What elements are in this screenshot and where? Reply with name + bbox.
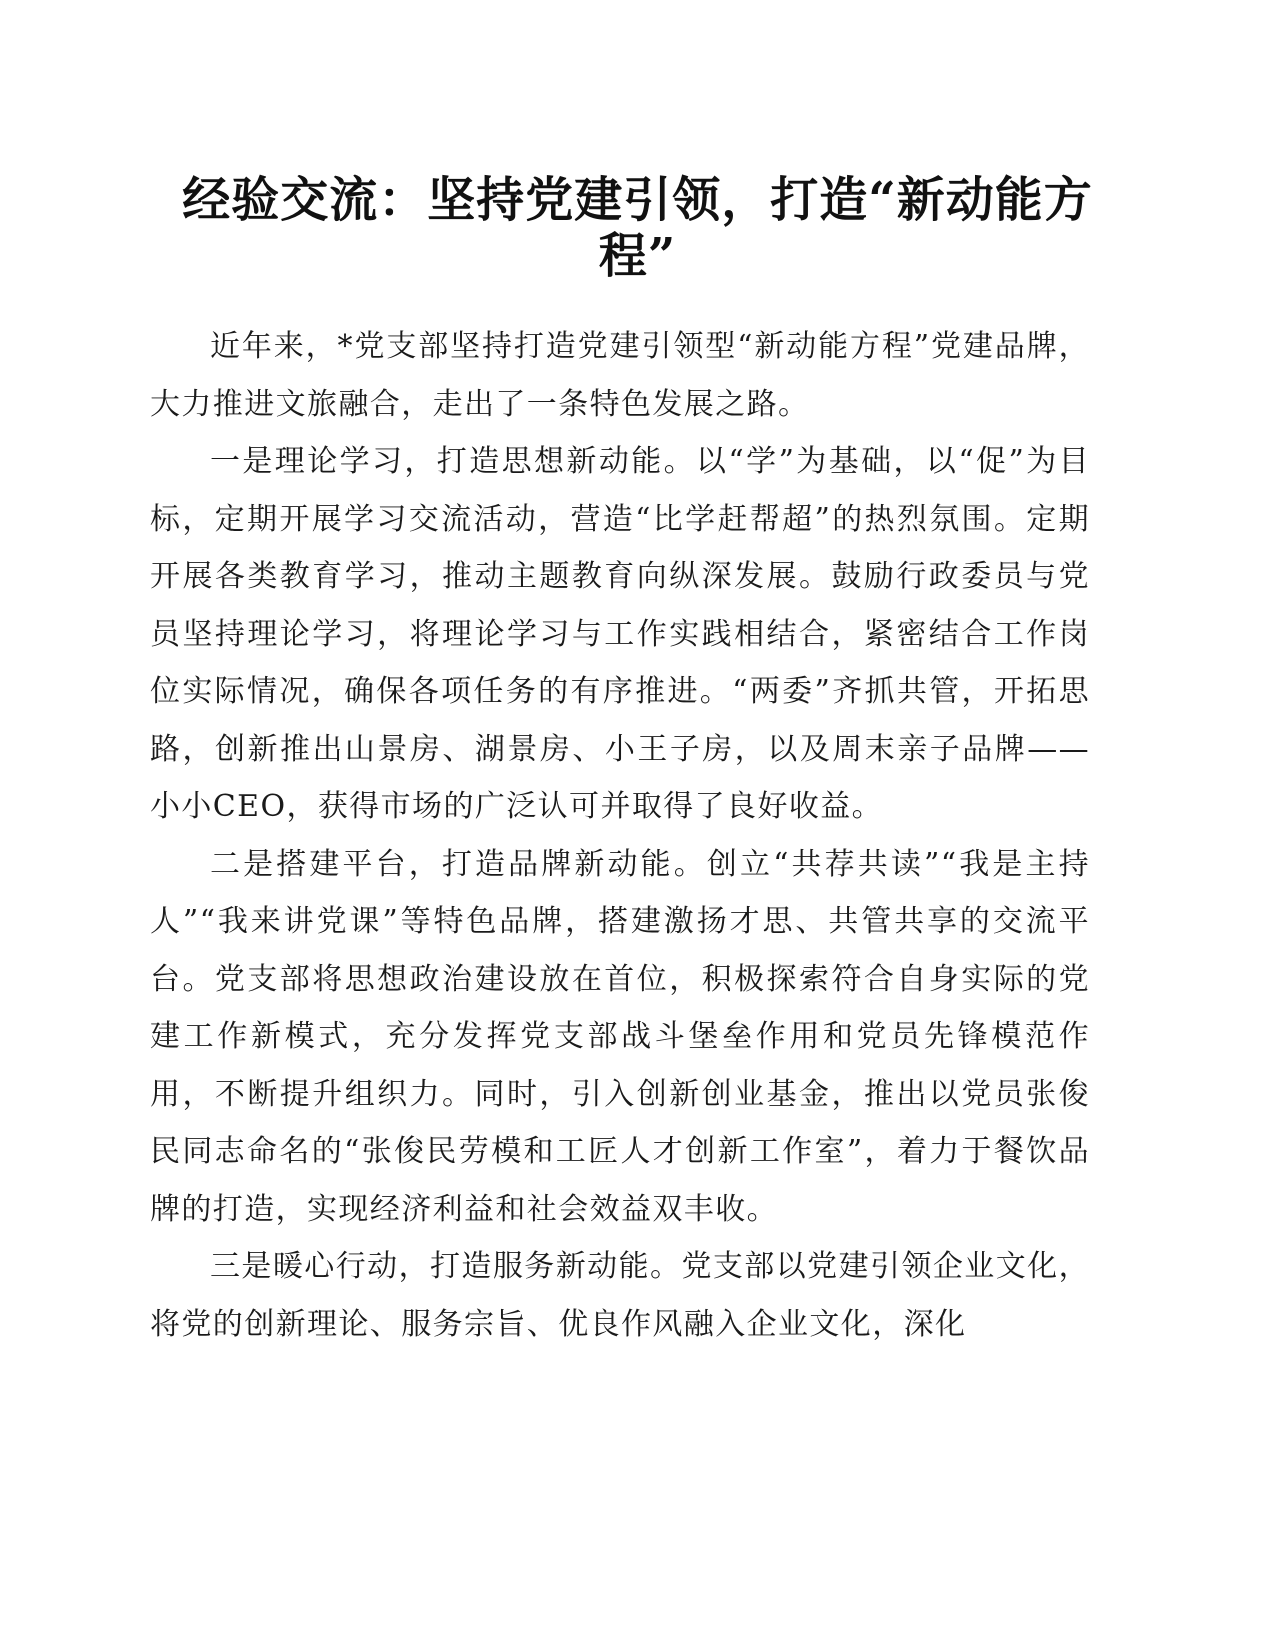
paragraph-platform-building: 二是搭建平台，打造品牌新动能。创立“共荐共读”“我是主持人”“我来讲党课”等特色品牌，搭建激扬才思、共管共享的交流平台。党支部将思想政治建设放在首位，积极探索符合自身实际的党建工作新模式，充分发挥党支部战斗堡垒作用和党员先锋模范作用，不断提升组织力。同时，引入创新创业基金，推出以党员张俊民同志命名的“张俊民劳模和工匠人才创新工作室”，着力于餐饮品牌的打造，实现经济利益和社会效益双丰收。: [150, 846, 1090, 1227]
paragraph-intro: 近年来，*党支部坚持打造党建引领型“新动能方程”党建品牌，大力推进文旅融合，走出了一条特色发展之路。: [150, 329, 1090, 422]
paragraph-warm-action: 三是暖心行动，打造服务新动能。党支部以党建引领企业文化，将党的创新理论、服务宗旨、优良作风融入企业文化，深化: [150, 1249, 1090, 1342]
paragraph-theory-study: 一是理论学习，打造思想新动能。以“学”为基础，以“促”为目标，定期开展学习交流活动，营造“比学赶帮超”的热烈氛围。定期开展各类教育学习，推动主题教育向纵深发展。鼓励行政委员与党员坚持理论学习，将理论学习与工作实践相结合，紧密结合工作岗位实际情况，确保各项任务的有序推进。“两委”齐抓共管，开拓思路，创新推出山景房、湖景房、小王子房，以及周末亲子品牌——小小CEO，获得市场的广泛认可并取得了良好收益。: [150, 444, 1090, 824]
document-title: 经验交流：坚持党建引领，打造“新动能方程”: [182, 172, 1093, 284]
document-body: [150, 318, 1090, 1353]
